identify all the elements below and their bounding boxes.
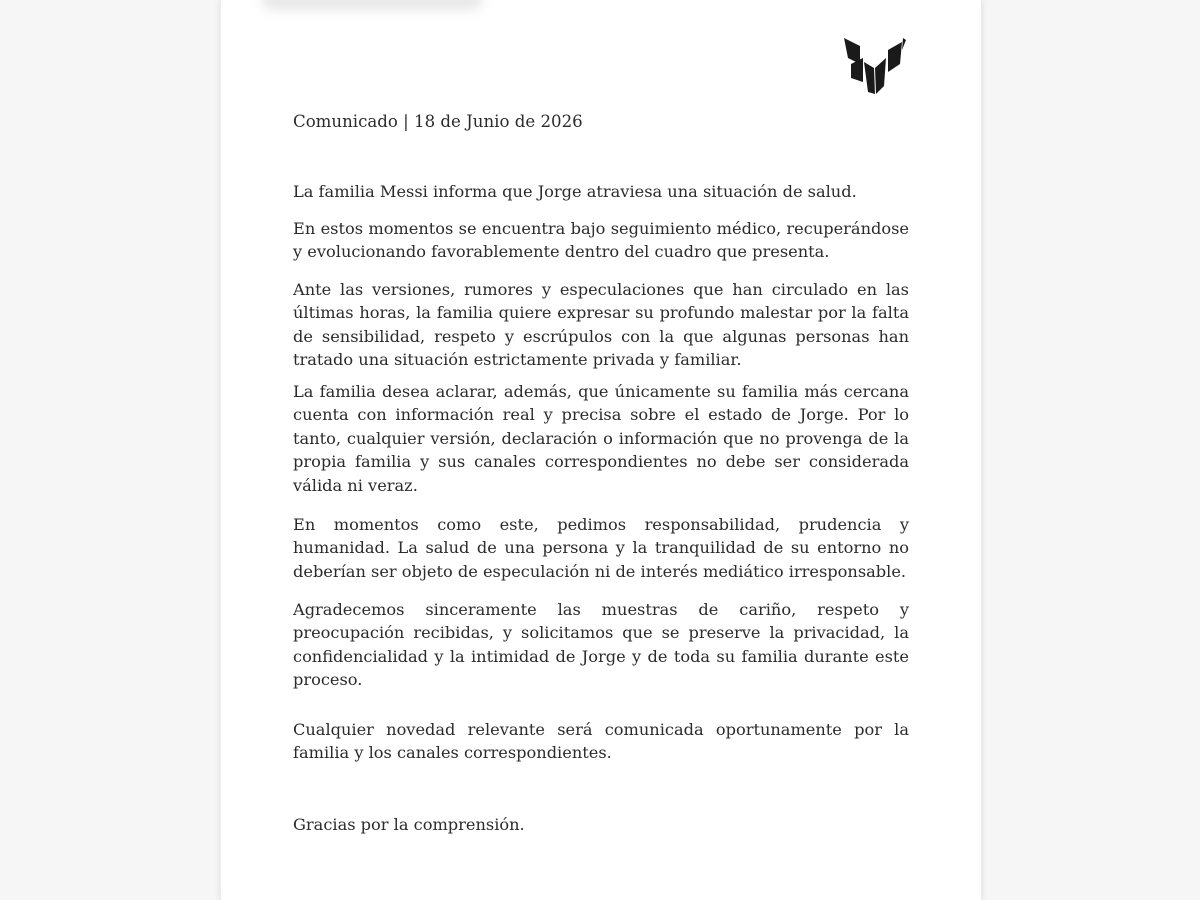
paragraph-5: En momentos como este, pedimos responsabilidad, prudencia y humanidad. La salud de una persona y la tranquilidad de su entorno no deberían ser objeto de especulación ni de interés mediático irresponsable. xyxy=(293,515,909,581)
paragraph-3: Ante las versiones, rumores y especulaciones que han circulado en las últimas horas, la familia quiere expresar su profundo malestar por la falta de sensibilidad, respeto y escrúpulos con la que algunas personas han tratado una situación estrictamente privada y familiar. xyxy=(293,280,909,370)
paragraph-2: En estos momentos se encuentra bajo seguimiento médico, recuperándose y evolucionando favorablemente dentro del cuadro que presenta. xyxy=(293,219,909,262)
paragraph-1: La familia Messi informa que Jorge atraviesa una situación de salud. xyxy=(293,182,857,201)
closing-line: Gracias por la comprensión. xyxy=(293,815,525,834)
messi-logo-icon xyxy=(842,36,908,96)
blurred-overlay xyxy=(262,0,482,10)
paragraph-4: La familia desea aclarar, además, que únicamente su familia más cercana cuenta con información real y precisa sobre el estado de Jorge. Por lo tanto, cualquier versión, declaración o información que no provenga de la propia familia y sus canales correspondientes no debe ser considerada válida ni veraz. xyxy=(293,382,909,495)
paragraph-6: Agradecemos sinceramente las muestras de cariño, respeto y preocupación recibidas, y solicitamos que se preserve la privacidad, la confidencialidad y la intimidad de Jorge y de toda su familia durante este proceso. xyxy=(293,600,909,690)
paragraph-7: Cualquier novedad relevante será comunicada oportunamente por la familia y los canales correspondientes. xyxy=(293,720,909,763)
document-header: Comunicado | 18 de Junio de 2026 xyxy=(293,112,583,131)
